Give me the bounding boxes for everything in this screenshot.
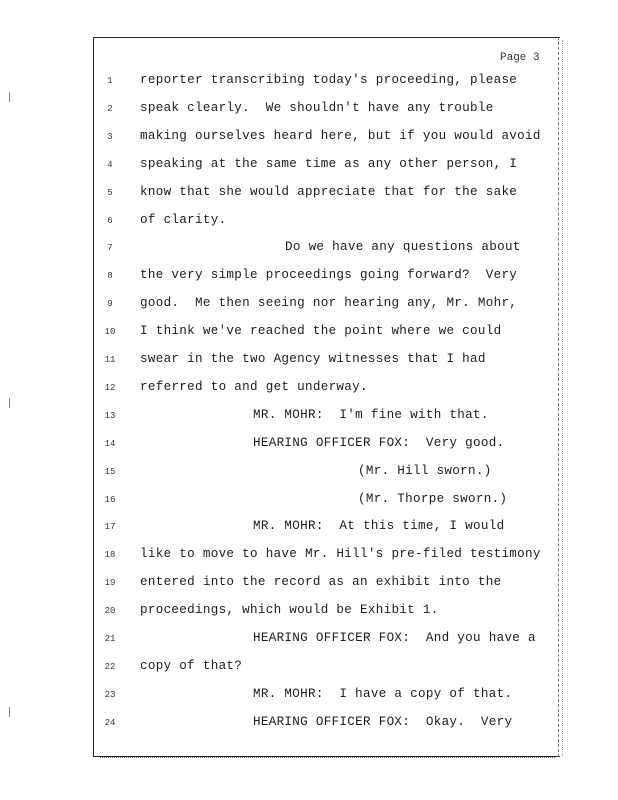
line-number: 20 <box>104 606 116 617</box>
transcript-line: making ourselves heard here, but if you would avoid <box>140 128 541 143</box>
line-number: 23 <box>104 689 116 700</box>
transcript-line: proceedings, which would be Exhibit 1. <box>140 603 439 618</box>
line-number: 2 <box>107 103 113 114</box>
transcript-line: reporter transcribing today's proceeding, please <box>140 73 518 87</box>
line-number: 24 <box>104 717 116 728</box>
line-number: 18 <box>104 550 116 561</box>
line-number: 3 <box>107 131 113 142</box>
line-number: 1 <box>107 76 113 86</box>
line-number: 8 <box>107 271 113 282</box>
margin-tick-mark <box>9 707 13 717</box>
transcript-line: speak clearly. We shouldn't have any trouble <box>140 100 494 115</box>
margin-tick-mark <box>9 92 13 102</box>
transcript-line: Do we have any questions about <box>285 240 521 255</box>
transcript-line: like to move to have Mr. Hill's pre-filed testimony <box>140 547 541 562</box>
transcript-line: (Mr. Thorpe sworn.) <box>358 491 508 506</box>
page-right-edge-shadow <box>562 40 563 756</box>
line-number: 12 <box>104 382 116 393</box>
transcript-line: speaking at the same time as any other person, I <box>140 156 518 171</box>
transcript-line: HEARING OFFICER FOX: Okay. Very <box>253 714 513 729</box>
line-number: 14 <box>104 438 116 449</box>
line-number: 4 <box>107 159 113 170</box>
page-bottom-edge <box>100 757 555 761</box>
line-number: 10 <box>104 327 116 338</box>
transcript-line: (Mr. Hill sworn.) <box>358 463 492 478</box>
line-number: 7 <box>107 243 113 254</box>
line-number: 6 <box>107 215 113 226</box>
line-number: 21 <box>104 634 116 644</box>
transcript-line: HEARING OFFICER FOX: And you have a <box>253 631 536 645</box>
line-number: 15 <box>104 466 116 477</box>
page-number: Page 3 <box>500 52 540 64</box>
transcript-line: referred to and get underway. <box>140 379 368 394</box>
line-number: 13 <box>104 410 116 421</box>
transcript-line: of clarity. <box>140 212 227 227</box>
transcript-line: HEARING OFFICER FOX: Very good. <box>253 435 505 450</box>
transcript-line: I think we've reached the point where we could <box>140 324 502 339</box>
transcript-line: MR. MOHR: I have a copy of that. <box>253 686 513 701</box>
line-number: 9 <box>107 299 113 310</box>
transcript-line: know that she would appreciate that for the sake <box>140 184 518 199</box>
line-number: 22 <box>104 661 116 672</box>
transcript-line: the very simple proceedings going forward? Very <box>140 268 518 283</box>
line-number: 17 <box>104 522 116 533</box>
margin-tick-mark <box>9 398 13 408</box>
transcript-line: good. Me then seeing nor hearing any, Mr. Mohr, <box>140 296 518 311</box>
transcript-line: swear in the two Agency witnesses that I had <box>140 352 486 366</box>
transcript-page-frame <box>93 37 560 757</box>
line-number: 19 <box>104 578 116 589</box>
transcript-line: copy of that? <box>140 658 243 673</box>
line-number: 11 <box>104 355 116 365</box>
line-number: 5 <box>107 187 113 198</box>
line-number: 16 <box>104 494 116 505</box>
transcript-line: MR. MOHR: I'm fine with that. <box>253 407 489 422</box>
page-right-edge <box>558 37 559 757</box>
transcript-line: entered into the record as an exhibit into the <box>140 575 502 590</box>
transcript-line: MR. MOHR: At this time, I would <box>253 519 505 534</box>
